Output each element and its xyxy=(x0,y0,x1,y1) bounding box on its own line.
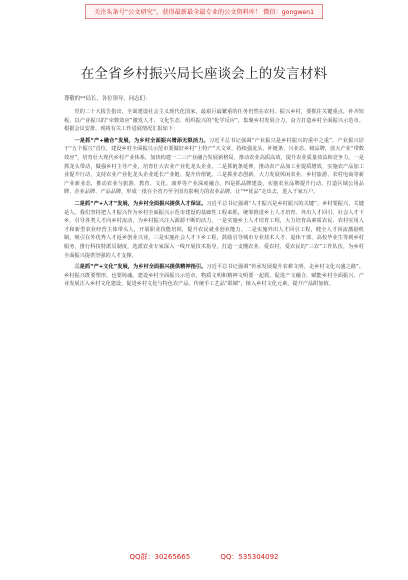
document-body xyxy=(64,108,364,292)
document-title: 在全省乡村振兴局长座谈会上的发言材料 xyxy=(80,66,328,82)
paragraph-heading: 一是抓“产+融合”发展，为乡村全面振兴增添无限活力。 xyxy=(74,137,209,144)
paragraph-text: 习近平总书记强调“人才振兴是乡村振兴的关键”。乡村要振兴，关键是人。我们坚持把人才振兴作为乡村全面振兴示范市建设的基础性工程来抓，统筹推进乡土人才培育、外出人才回引、社会人才下乡，引导各类人才向乡村流动，为乡村振兴注入源源不断的活力。一是实施乡土人才培育工程，大力培育高素质农民、农村实用人才和新型农业经营主体带头人，开展职业技能培训，提升农民就业创业能力。二是实施外出人才回引工程，健全人才回流激励机制，吸引在外优秀人才返乡创业兴业。三是实施社会人才下乡工程，鼓励引导城市专业技术人才、退休干部、高校毕业生等到乡村服务，推行科技特派员制度，选派农业专家深入一线开展技术指导，打造一支懂农业、爱农村、爱农民的“三农”工作队伍，为乡村全面振兴提供坚强的人才支撑。 xyxy=(64,200,364,259)
qq-group-text: QQ群：30265665 xyxy=(129,553,191,561)
paragraph-heading: 二是抓“产+人才”发展，为乡村全面振兴提供人才保证。 xyxy=(74,200,207,207)
promo-banner xyxy=(0,0,408,22)
body-paragraph xyxy=(64,263,364,289)
body-paragraph xyxy=(64,200,364,260)
qq-text: QQ：535304092 xyxy=(220,553,279,561)
paragraph-heading: 三是抓“产+文化”发展，为乡村全面振兴提供精神指引。 xyxy=(74,264,207,271)
footer-contact xyxy=(0,552,408,562)
body-paragraph xyxy=(64,108,364,134)
salutation: 尊敬的**局长，各位领导，同志们： xyxy=(64,96,151,102)
paragraph-text: 习近平总书记强调“传承发展提升农耕文明，走乡村文化兴盛之路”。乡村振兴既要塑形，也要铸魂。建设乡村全面振兴示范市，物质文明和精神文明要一起抓，促进产文融合，赋能乡村全面振兴，产业发展注入乡村文化建设，促进乡村文化与特色农产品、传统手工艺品“联姻”，植入乡村文化元素，提升产品附加值。 xyxy=(64,264,364,288)
promo-banner-text: 关注头条号“公文研究”，获得最新最全最专业的公文资料库！ 微信：gongwen1 xyxy=(85,4,323,19)
body-paragraph xyxy=(64,137,364,197)
paragraph-text: 习近平总书记强调“产业振兴是乡村振兴的重中之重”，产业振兴居于“五个振兴”首位，建设乡村全面振兴示范市要做好乡村“土特产”大文章，持续强龙头、补链条、兴业态、树品牌，放大产业“带数效应”，培育壮大现代乡村产业体系，加快构建一二三产业融合发展新格局，推动农业高质高效，提升农业质量效益和竞争力。一是抓龙头带动，做强乡村主导产业，培育壮大农业产业化龙头企业。二是抓链条延伸，推动农产品加工业提质增效，实施农产品加工业提升行动，支持农业产业化龙头企业延长产业链、提升价值链。三是抓业态创新，大力发展休闲农业、乡村旅游、农村电商等新产业新业态，推动农业与旅游、教育、文化、康养等产业深度融合。四是抓品牌建设，实施农业品牌提升行动，打造区域公用品牌、企业品牌、产品品牌，形成一批在全省乃至全国有影响力的农业品牌，让“**优品”走出去，进入千家万户。 xyxy=(64,137,364,196)
paragraph-text: 党的二十大报告指出，全面建设社会主义现代化国家，最艰巨最繁重的任务仍然在农村。振兴乡村，要抓住关键重点，补齐短板，以产业振兴的“牵数效应”激发人才、文化生态、组织振兴的“化学反应”，集聚乡村发展合力，奋力打造乡村全面振兴示范市。根据会议安排，现将有关工作进展情况汇报如下： xyxy=(64,109,364,133)
